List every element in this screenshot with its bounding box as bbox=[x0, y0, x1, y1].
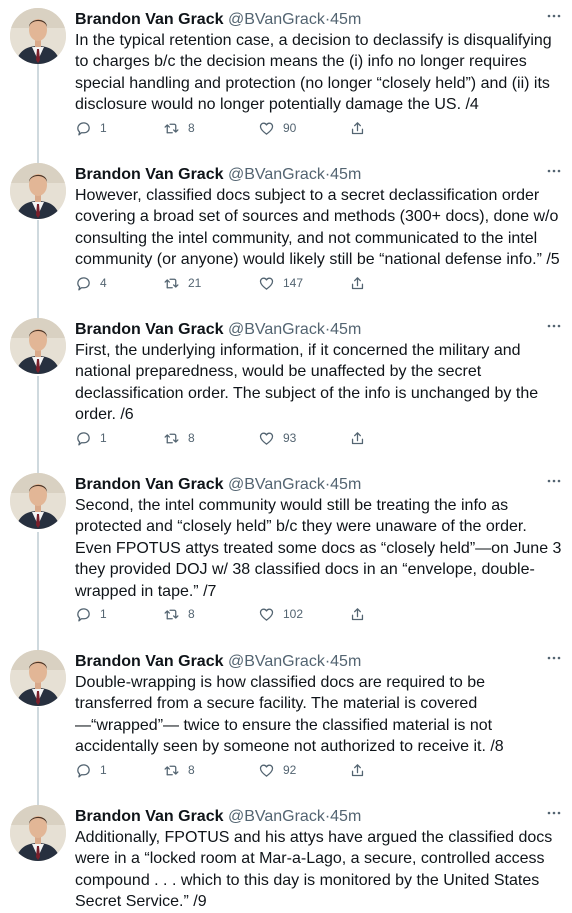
retweet-button[interactable] bbox=[163, 760, 195, 780]
like-button[interactable] bbox=[258, 604, 303, 624]
retweet-count: 8 bbox=[188, 121, 195, 135]
reply-icon bbox=[75, 120, 92, 137]
like-count: 147 bbox=[283, 276, 304, 290]
tweet-text: Double-wrapping is how classified docs are required to be transferred from a secure facility. The material is covered—“wrapped”— twice to ensure the classified material is not accidentally seen by someone not authorized to receive it. /8 bbox=[75, 674, 504, 756]
more-horizontal-icon[interactable] bbox=[544, 805, 564, 825]
timestamp[interactable]: 45m bbox=[330, 808, 362, 825]
avatar[interactable] bbox=[10, 8, 66, 64]
reply-count: 1 bbox=[100, 607, 107, 621]
timestamp[interactable]: 45m bbox=[330, 653, 362, 670]
tweet-actions bbox=[75, 118, 375, 138]
tweet[interactable] bbox=[0, 650, 572, 790]
tweet-text: In the typical retention case, a decision to declassify is disqualifying to charges b/c the decision means the (i) info no longer requires special handling and protection (no longer “closely held”) and (ii) its disclosure would no longer potentially damage the US. /4 bbox=[75, 32, 552, 114]
retweet-button[interactable] bbox=[163, 118, 195, 138]
author-name[interactable]: Brandon Van Grack bbox=[75, 11, 224, 28]
author-handle[interactable]: @BVanGrack bbox=[227, 321, 325, 338]
retweet-button[interactable] bbox=[163, 273, 201, 293]
tweet-actions bbox=[75, 760, 375, 780]
reply-icon bbox=[75, 762, 92, 779]
more-horizontal-icon[interactable] bbox=[544, 650, 564, 670]
share-icon bbox=[349, 120, 366, 137]
timestamp[interactable]: 45m bbox=[330, 476, 362, 493]
reply-button[interactable] bbox=[75, 604, 107, 624]
avatar[interactable] bbox=[10, 318, 66, 374]
share-button[interactable] bbox=[349, 118, 374, 138]
like-count: 102 bbox=[283, 607, 304, 621]
more-horizontal-icon[interactable] bbox=[544, 473, 564, 493]
more-horizontal-icon[interactable] bbox=[544, 163, 564, 183]
retweet-icon bbox=[163, 430, 180, 447]
tweet-text: However, classified docs subject to a secret declassification order covering a broad set of sources and methods (300+ docs), done w/o consulting the intel community, and not communicated to the intel community (or anyone) would likely still be “national defense info.” /5 bbox=[75, 187, 560, 269]
share-button[interactable] bbox=[349, 760, 374, 780]
share-icon bbox=[349, 275, 366, 292]
author-name[interactable]: Brandon Van Grack bbox=[75, 476, 224, 493]
share-icon bbox=[349, 430, 366, 447]
separator-dot: · bbox=[324, 321, 331, 338]
reply-icon bbox=[75, 430, 92, 447]
retweet-count: 8 bbox=[188, 607, 195, 621]
retweet-icon bbox=[163, 275, 180, 292]
author-handle[interactable]: @BVanGrack bbox=[227, 11, 325, 28]
tweet-text: Additionally, FPOTUS and his attys have argued the classified docs were in a “locked room at Mar-a-Lago, a secure, controlled access compound . . . which to this day is monitored by the United States Secret Service.” /9 bbox=[75, 829, 553, 911]
tweet-header bbox=[75, 650, 361, 674]
author-handle[interactable]: @BVanGrack bbox=[227, 808, 325, 825]
retweet-icon bbox=[163, 606, 180, 623]
share-icon bbox=[349, 606, 366, 623]
like-icon bbox=[258, 120, 275, 137]
retweet-count: 8 bbox=[188, 431, 195, 445]
like-count: 92 bbox=[283, 763, 297, 777]
like-button[interactable] bbox=[258, 760, 296, 780]
reply-button[interactable] bbox=[75, 760, 107, 780]
retweet-button[interactable] bbox=[163, 428, 195, 448]
more-horizontal-icon[interactable] bbox=[544, 8, 564, 28]
like-icon bbox=[258, 275, 275, 292]
author-handle[interactable]: @BVanGrack bbox=[227, 476, 325, 493]
retweet-count: 8 bbox=[188, 763, 195, 777]
avatar[interactable] bbox=[10, 650, 66, 706]
author-name[interactable]: Brandon Van Grack bbox=[75, 653, 224, 670]
tweet-header bbox=[75, 318, 361, 342]
reply-button[interactable] bbox=[75, 273, 107, 293]
like-button[interactable] bbox=[258, 273, 303, 293]
reply-icon bbox=[75, 606, 92, 623]
tweet[interactable] bbox=[0, 163, 572, 303]
tweet[interactable] bbox=[0, 473, 572, 629]
tweet-actions bbox=[75, 273, 375, 293]
separator-dot: · bbox=[324, 166, 331, 183]
tweet-text: Second, the intel community would still be treating the info as protected and “closely held” b/c they were unaware of the order. Even FPOTUS attys treated some docs as “closely held”—on June 3 they provided DOJ w/ 38 classified docs in an “envelope, double-wrapped in tape.” /7 bbox=[75, 497, 562, 600]
author-name[interactable]: Brandon Van Grack bbox=[75, 808, 224, 825]
like-button[interactable] bbox=[258, 118, 296, 138]
share-icon bbox=[349, 762, 366, 779]
like-button[interactable] bbox=[258, 428, 296, 448]
separator-dot: · bbox=[324, 808, 331, 825]
retweet-icon bbox=[163, 762, 180, 779]
more-horizontal-icon[interactable] bbox=[544, 318, 564, 338]
reply-count: 1 bbox=[100, 431, 107, 445]
author-name[interactable]: Brandon Van Grack bbox=[75, 166, 224, 183]
retweet-button[interactable] bbox=[163, 604, 195, 624]
retweet-icon bbox=[163, 120, 180, 137]
timestamp[interactable]: 45m bbox=[330, 166, 362, 183]
tweet-actions bbox=[75, 428, 375, 448]
reply-button[interactable] bbox=[75, 118, 107, 138]
author-handle[interactable]: @BVanGrack bbox=[227, 166, 325, 183]
reply-icon bbox=[75, 275, 92, 292]
tweet-header bbox=[75, 8, 361, 32]
author-name[interactable]: Brandon Van Grack bbox=[75, 321, 224, 338]
timestamp[interactable]: 45m bbox=[330, 321, 362, 338]
reply-button[interactable] bbox=[75, 428, 107, 448]
tweet-actions bbox=[75, 604, 375, 624]
share-button[interactable] bbox=[349, 428, 374, 448]
tweet-header bbox=[75, 805, 361, 829]
retweet-count: 21 bbox=[188, 276, 202, 290]
share-button[interactable] bbox=[349, 273, 374, 293]
separator-dot: · bbox=[324, 11, 331, 28]
tweet-header bbox=[75, 163, 361, 187]
tweet-text: First, the underlying information, if it concerned the military and national preparedness, would be unaffected by the secret declassification order. The subject of the info is unchanged by the order. /6 bbox=[75, 342, 539, 424]
avatar[interactable] bbox=[10, 805, 66, 861]
tweet[interactable] bbox=[0, 805, 572, 910]
tweet-header bbox=[75, 473, 361, 497]
separator-dot: · bbox=[324, 653, 331, 670]
reply-count: 1 bbox=[100, 763, 107, 777]
reply-count: 4 bbox=[100, 276, 107, 290]
like-icon bbox=[258, 762, 275, 779]
separator-dot: · bbox=[324, 476, 331, 493]
author-handle[interactable]: @BVanGrack bbox=[227, 653, 325, 670]
tweet[interactable] bbox=[0, 8, 572, 146]
reply-count: 1 bbox=[100, 121, 107, 135]
like-count: 90 bbox=[283, 121, 297, 135]
like-icon bbox=[258, 430, 275, 447]
avatar[interactable] bbox=[10, 163, 66, 219]
like-icon bbox=[258, 606, 275, 623]
share-button[interactable] bbox=[349, 604, 374, 624]
tweet[interactable] bbox=[0, 318, 572, 458]
timestamp[interactable]: 45m bbox=[330, 11, 362, 28]
like-count: 93 bbox=[283, 431, 297, 445]
avatar[interactable] bbox=[10, 473, 66, 529]
